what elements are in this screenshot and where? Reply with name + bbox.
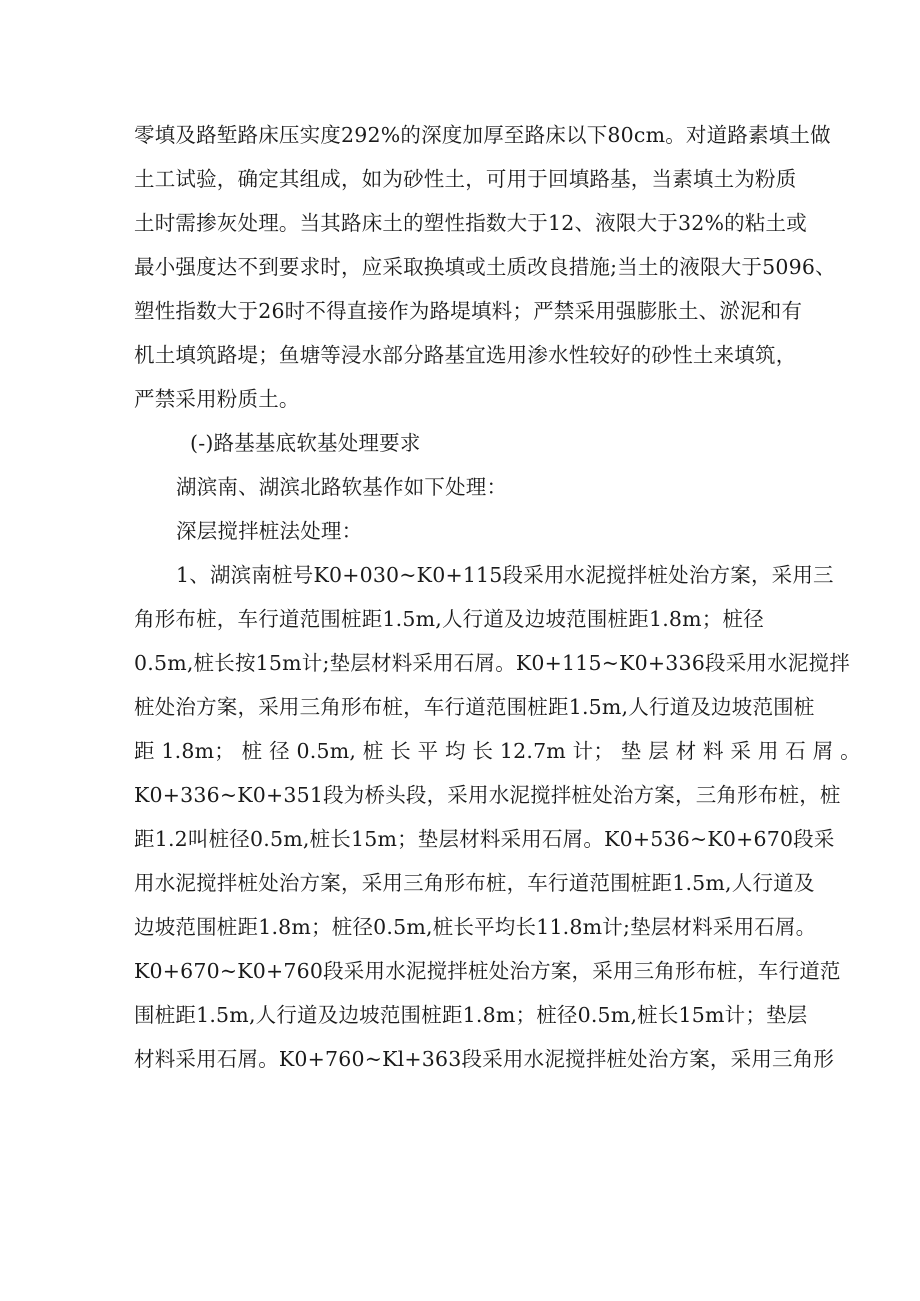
paragraph-line: K0+336~K0+351段为桥头段，采用水泥搅拌桩处治方案，三角形布桩，桩 [134,783,841,807]
paragraph-line: 桩处治方案，采用三角形布桩，车行道范围桩距1.5m,人行道及边坡范围桩 [134,695,815,719]
paragraph-line: 土工试验，确定其组成，如为砂性土，可用于回填路基，当素填土为粉质 [134,167,797,191]
paragraph-line: 机土填筑路堤；鱼塘等浸水部分路基宜选用渗水性较好的砂性土来填筑， [134,343,797,367]
paragraph-line: 深层搅拌桩法处理： [176,519,363,543]
paragraph-line: 围桩距1.5m,人行道及边坡范围桩距1.8m；桩径0.5m,桩长15m计；垫层 [134,1003,808,1027]
paragraph-line: 距1.2叫桩径0.5m,桩长15m；垫层材料采用石屑。K0+536~K0+670段采 [134,827,835,851]
paragraph-line: 零填及路堑路床压实度292%的深度加厚至路床以下80cm。对道路素填土做 [134,123,831,147]
paragraph-line: 角形布桩，车行道范围桩距1.5m,人行道及边坡范围桩距1.8m；桩径 [134,607,764,631]
paragraph-line: 边坡范围桩距1.8m；桩径0.5m,桩长平均长11.8m计;垫层材料采用石屑。 [134,915,817,939]
paragraph-line: 材料采用石屑。K0+760~Kl+363段采用水泥搅拌桩处治方案，采用三角形 [134,1047,835,1071]
paragraph-line: 塑性指数大于26时不得直接作为路堤填料；严禁采用强膨胀土、淤泥和有 [134,299,803,323]
section-heading: (-)路基基底软基处理要求 [190,431,421,455]
paragraph-line: 0.5m,桩长按15m计;垫层材料采用石屑。K0+115~K0+336段采用水泥搅拌 [134,651,850,675]
paragraph-line: 距 1.8m； 桩 径 0.5m, 桩 长 平 均 长 12.7m 计； 垫 层 材 料 采 用 石 屑 。 [134,739,861,763]
paragraph-line: 用水泥搅拌桩处治方案，采用三角形布桩，车行道范围桩距1.5m,人行道及 [134,871,815,895]
paragraph-line: 最小强度达不到要求时，应采取换填或土质改良措施;当土的液限大于5096、 [134,255,836,279]
paragraph-line: 土时需掺灰处理。当其路床土的塑性指数大于12、液限大于32%的粘土或 [134,211,807,235]
paragraph-line: 1、湖滨南桩号K0+030~K0+115段采用水泥搅拌桩处治方案，采用三 [176,563,834,587]
paragraph-line: 严禁采用粉质土。 [134,387,300,411]
paragraph-line: K0+670~K0+760段采用水泥搅拌桩处治方案，采用三角形布桩，车行道范 [134,959,841,983]
paragraph-line: 湖滨南、湖滨北路软基作如下处理： [176,475,508,499]
